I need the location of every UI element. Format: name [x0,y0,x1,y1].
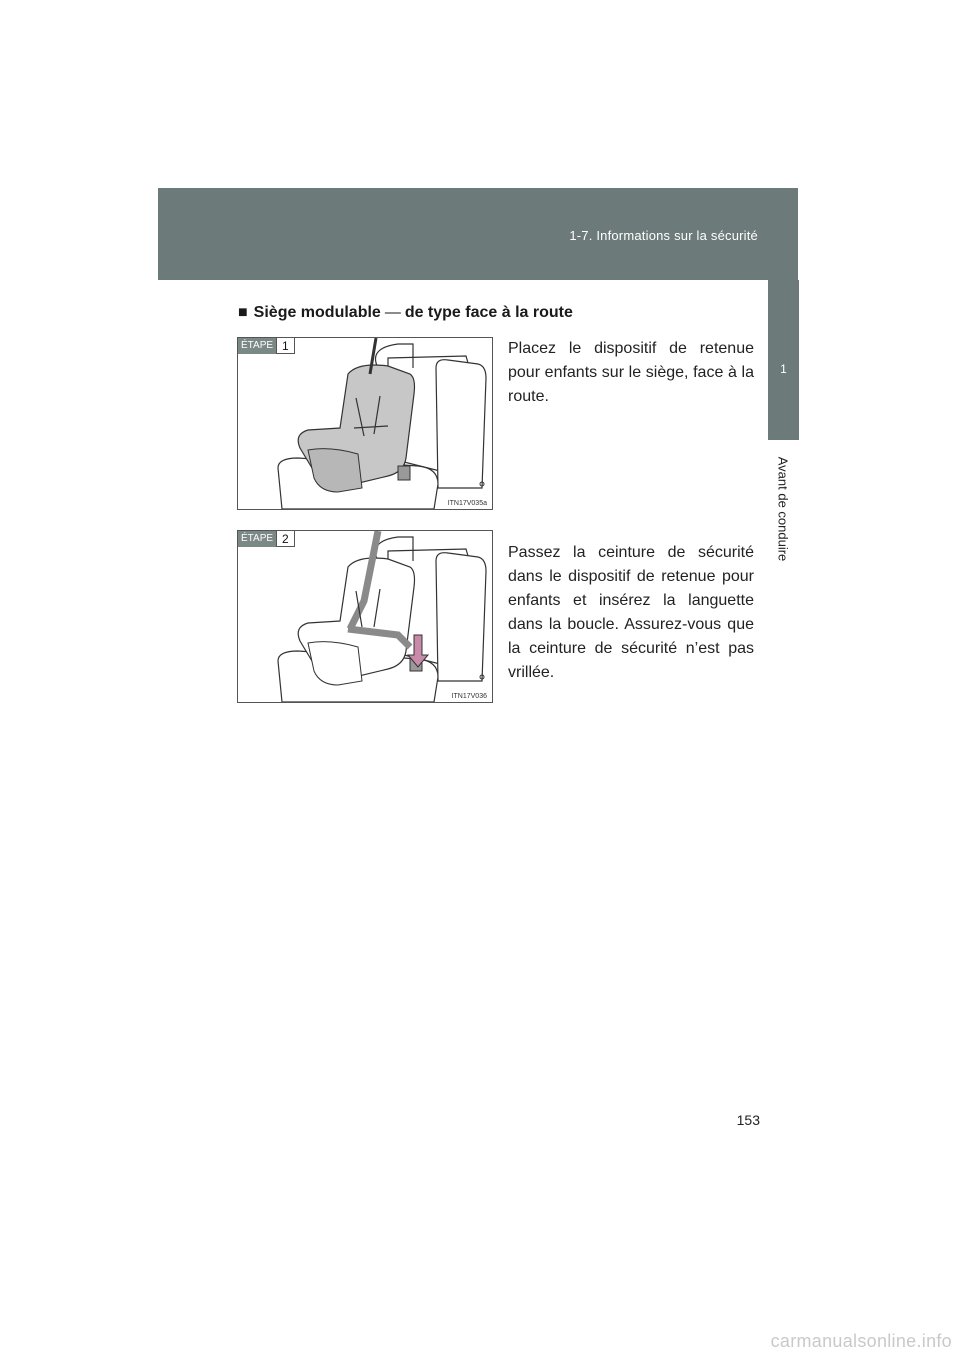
side-tab-label-text: Avant de conduire [775,456,791,562]
step-1-figure-code: ITN17V035a [447,500,487,507]
section-dash: — [384,304,401,321]
page-number: 153 [736,1112,760,1128]
chapter-header [158,188,798,280]
section-heading [238,304,573,322]
watermark: carmanualsonline.info [770,1331,952,1351]
step-2-badge-word: ÉTAPE [238,531,276,547]
chapter-title: 1-7. Informations sur la sécurité [569,228,758,243]
side-tab-number: 1 [780,362,787,376]
step-2-figure [237,530,493,703]
step-2-badge [238,531,295,547]
step-1-badge-number: 1 [276,338,295,354]
square-bullet-icon: ■ [238,304,248,321]
step-1-text: Placez le dispositif de retenue pour enfants sur le siège, face à la route. [508,340,754,405]
step-2-text: Passez la ceinture de sécurité dans le dispositif de retenue pour enfants et insérez la languette dans la boucle. Assurez-vous que la ceinture de sécurité n’est pas vrillée. [508,544,754,681]
step-2-badge-number: 2 [276,531,295,547]
section-title-part2: de type face à la route [404,304,573,321]
step-1-badge [238,338,295,354]
step-1-figure [237,337,493,510]
step-2-figure-code: ITN17V036 [451,693,487,700]
child-seat-forward-illustration [238,338,492,509]
side-tab-label [776,454,790,564]
step-1-badge-word: ÉTAPE [238,338,276,354]
section-title-part1: Siège modulable [253,304,381,321]
side-tab [768,280,799,440]
child-seat-belt-illustration [238,531,492,702]
